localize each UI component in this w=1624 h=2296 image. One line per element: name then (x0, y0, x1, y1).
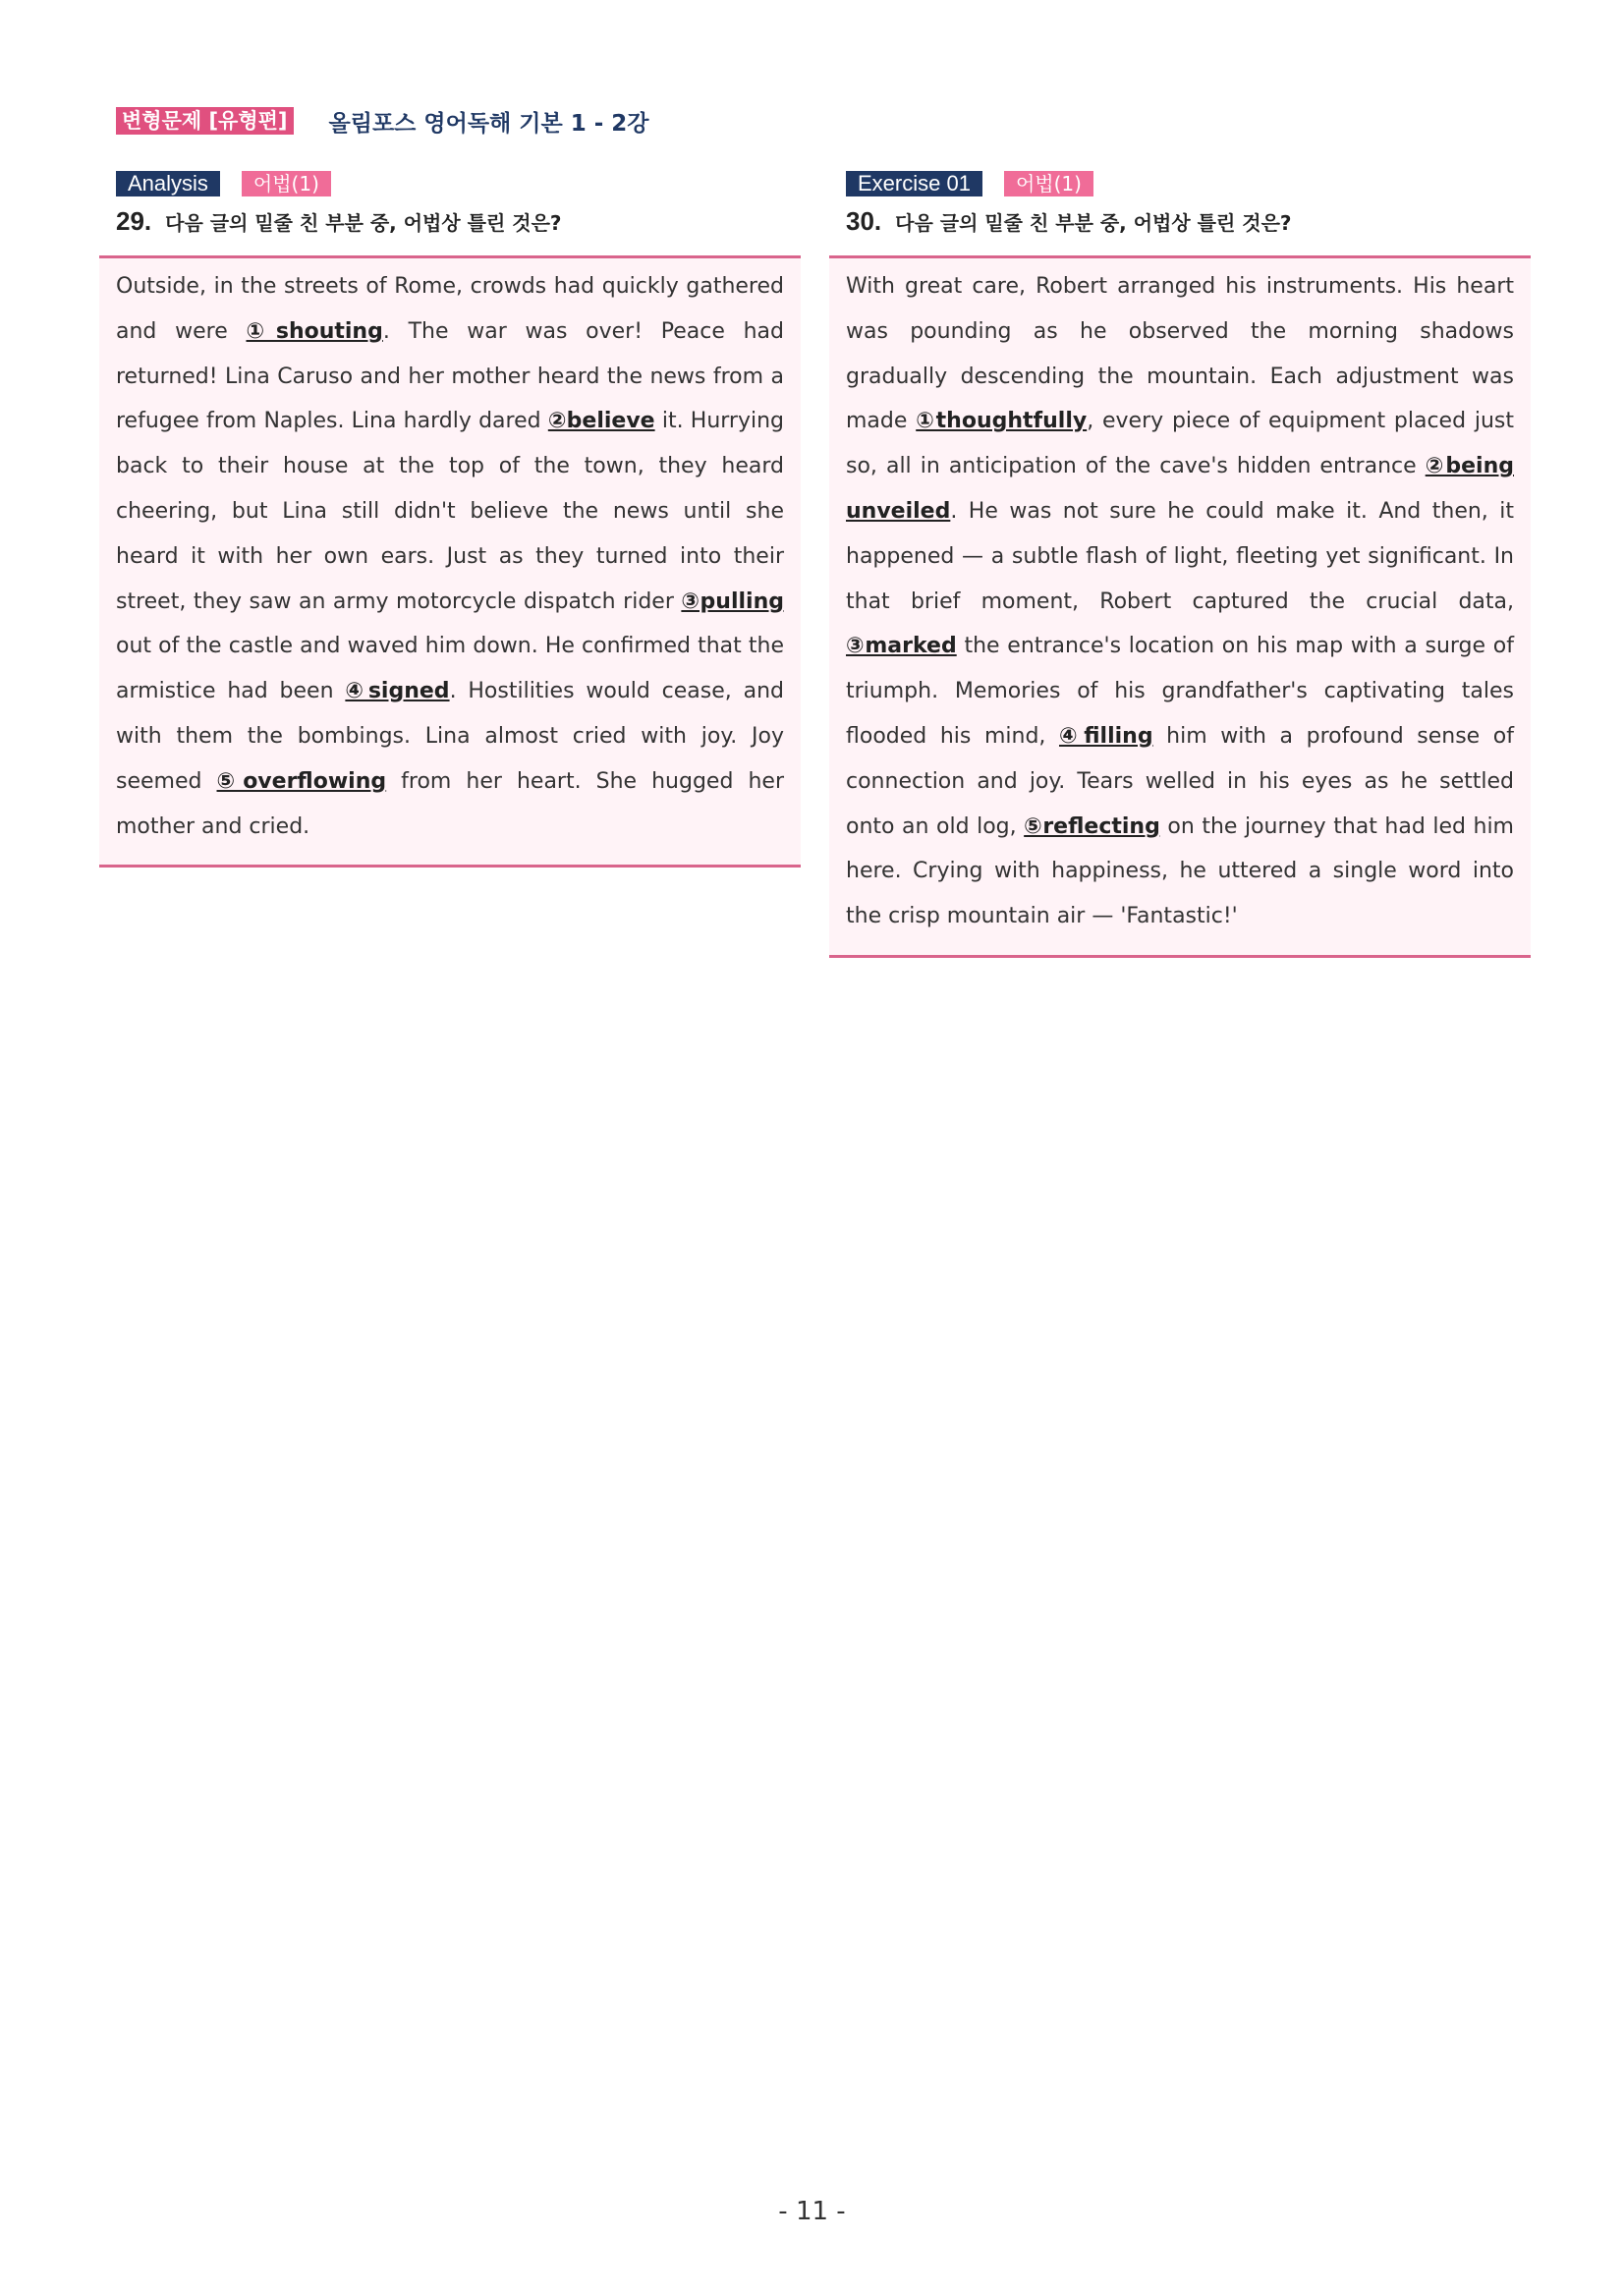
question-prompt: 다음 글의 밑줄 친 부분 중, 어법상 틀린 것은? (895, 211, 1292, 235)
passage-segment: it. Hurrying back to their house at the top of the town, they heard cheering, but Lina still didn't believe the news until she heard it with her own ears. Just as they turned into their street, they saw an army motorcycle dispatch rider (116, 409, 785, 614)
passage-segment: . Hostilities would cease, and with them the bombings. Lina almost cried with joy. Joy seemed (116, 679, 784, 794)
underlined-choice-3: ③pulling (681, 588, 784, 614)
underlined-choice-3: ③marked (846, 634, 957, 659)
question-tags (846, 171, 1531, 196)
underlined-choice-5: ⑤overflowing (216, 768, 387, 794)
question-heading (116, 206, 801, 240)
underlined-choice-1: ①shouting (246, 318, 383, 344)
passage-segment: With great care, Robert arranged his instruments. His heart was pounding as he observed the morning shadows gradually descending the mountain. Each adjustment was made (846, 274, 1514, 434)
analysis-tag: Analysis (116, 171, 220, 196)
underlined-choice-4: ④filling (1059, 723, 1153, 749)
passage-segment: him with a profound sense of connection and joy. Tears welled in his eyes as he settled onto an old log, (846, 723, 1514, 839)
question-heading (846, 206, 1531, 240)
passage-segment: out of the castle and waved him down. He confirmed that the armistice had been (116, 634, 784, 704)
underlined-choice-4: ④signed (345, 679, 450, 704)
exercise-tag: Exercise 01 (846, 171, 982, 196)
question-29-column (99, 171, 801, 868)
passage-segment: the entrance's location on his map with a surge of triumph. Memories of his grandfather's captivating tales flooded his mind, (846, 634, 1514, 749)
passage-segment: , every piece of equipment placed just so, all in anticipation of the cave's hidden entrance (846, 409, 1514, 479)
question-number: 30. (846, 206, 882, 236)
problem-type-badge: 변형문제 [유형편] (116, 107, 294, 135)
passage-box (829, 255, 1531, 958)
question-number: 29. (116, 206, 152, 236)
header-title: 올림포스 영어독해 기본 1 - 2강 (328, 110, 649, 137)
underlined-choice-5: ⑤reflecting (1024, 813, 1160, 839)
grammar-tag: 어법(1) (242, 171, 331, 196)
passage-box (99, 255, 801, 868)
passage-segment: on the journey that had led him here. Crying with happiness, he uttered a single word into the crisp mountain air — 'Fantastic!' (846, 813, 1514, 929)
question-30-column (829, 171, 1531, 958)
underlined-choice-2: ②believe (547, 409, 655, 434)
page-number: - 11 - (778, 2197, 846, 2226)
grammar-tag: 어법(1) (1004, 171, 1093, 196)
passage-text (846, 264, 1514, 939)
passage-segment: . The war was over! Peace had returned! Lina Caruso and her mother heard the news from a refugee from Naples. Lina hardly dared (116, 318, 784, 434)
question-tags (116, 171, 801, 196)
underlined-choice-1: ①thoughtfully (916, 409, 1088, 434)
question-prompt: 다음 글의 밑줄 친 부분 중, 어법상 틀린 것은? (165, 211, 562, 235)
underlined-choice-2: ②being unveiled (846, 454, 1514, 524)
page-header (116, 106, 649, 136)
passage-segment: from her heart. She hugged her mother and cried. (116, 768, 784, 839)
passage-text (116, 264, 784, 849)
passage-segment: Outside, in the streets of Rome, crowds had quickly gathered and were (116, 274, 784, 344)
passage-segment: . He was not sure he could make it. And then, it happened — a subtle flash of light, fleeting yet significant. In that brief moment, Robert captured the crucial data, (846, 498, 1514, 614)
